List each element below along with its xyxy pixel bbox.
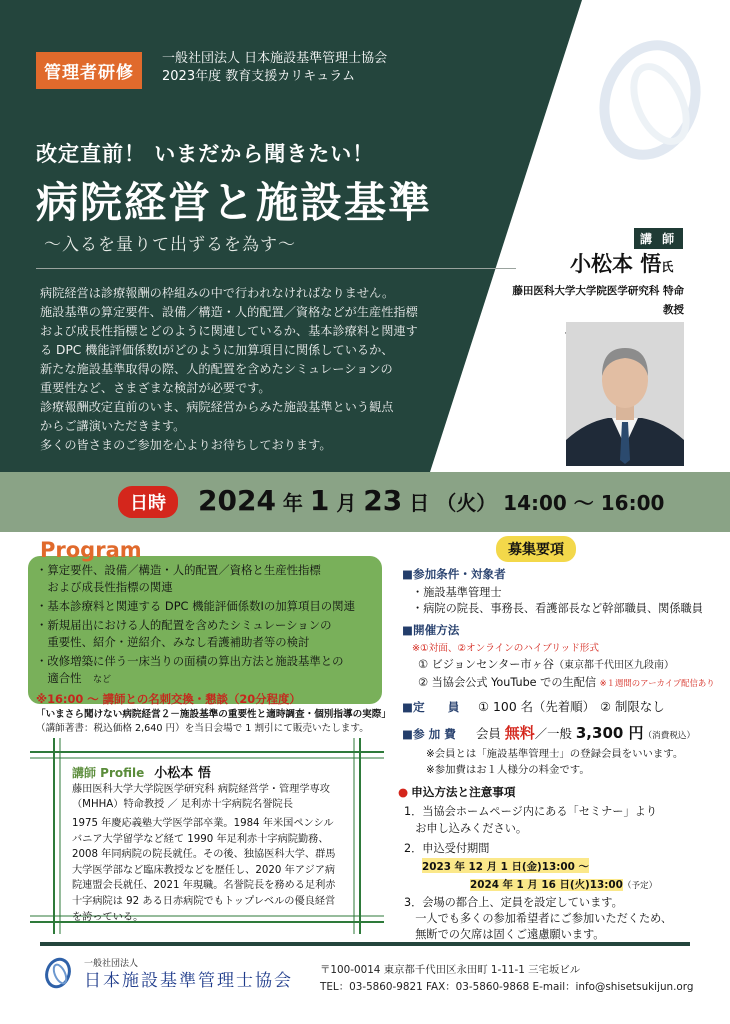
organizer-name: 一般社団法人 日本施設基準管理士協会	[162, 51, 388, 66]
program-item: 重要性、紹介・逆紹介、みなし看護補助者等の検討	[36, 635, 310, 649]
apply-step-3b: 一人でも多くの参加希望者にご参加いただくため、	[404, 912, 673, 925]
bio-line: を誇っている。	[72, 911, 144, 923]
apply-step-1b: お申し込みください。	[404, 822, 528, 835]
program-item: および成長性指標の関連	[36, 580, 173, 594]
event-datetime	[198, 484, 664, 517]
intro-text	[40, 284, 460, 455]
intro-line: からご講演いただきます。	[40, 419, 186, 433]
bio-line: 1975 年慶応義塾大学医学部卒業。1984 年米国ペンシル	[72, 818, 334, 829]
date-weekday: （火）	[436, 491, 497, 515]
intro-line: 多くの皆さまのご参加を心よりお待ちしております。	[40, 438, 332, 452]
fee-member-label: 会員	[476, 726, 501, 741]
fee-note-2: ※参加費はお１人様分の料金です。	[426, 764, 590, 776]
program-list	[36, 562, 380, 710]
apply-period-end	[470, 876, 657, 891]
date-day-unit: 日	[409, 491, 430, 515]
intro-line: る DPC 機能評価係数Ⅰがどのように加算項目に関係しているか、	[40, 343, 394, 357]
footer-org-name: 日本施設基準管理士協会	[84, 971, 293, 991]
date-day: 23	[363, 484, 403, 517]
tagline: 〜入るを量りて出ずるを為す〜	[44, 235, 296, 255]
venue-name: ① ビジョンセンター市ヶ谷	[418, 658, 554, 671]
fee-line	[476, 722, 695, 743]
capacity-online: ② 制限なし	[600, 699, 665, 714]
book-title: 「いまさら聞けない病院経営２－施設基準の重要性と適時調査・個別指導の実際」	[36, 709, 391, 720]
hero-section	[0, 0, 730, 472]
portrait-icon	[566, 322, 684, 466]
profile-label: 講師 Profile	[72, 766, 145, 780]
intro-line: 重要性など、さまざまな検討が必要です。	[40, 381, 271, 395]
profile-aff-line: （MHHA）特命教授 ／ 足利赤十字病院名誉院長	[72, 799, 293, 810]
footer-org-type: 一般社団法人	[84, 959, 139, 969]
apply-step-2: 2．申込受付期間	[404, 842, 490, 855]
event-time: 14:00 〜 16:00	[503, 491, 665, 515]
period-note: （予定）	[622, 881, 658, 891]
method-note: ※①対面、②オンラインのハイブリッド形式	[412, 643, 599, 654]
program-item: ・改修増築に伴う一床当りの面積の算出方法と施設基準との	[36, 654, 344, 668]
bio-line: 十字病院は 92 ある日赤病院でもトップレベルの優良経営	[72, 895, 336, 907]
profile-title	[72, 762, 211, 781]
date-year-unit: 年	[282, 491, 303, 515]
program-item: ・基本診療料と関連する DPC 機能評価係数Ⅰの加算項目の関連	[36, 599, 355, 613]
apply-step-3c: 無断での欠席は固くご遠慮願います。	[404, 928, 605, 941]
intro-line: 新たな施設基準取得の際、人的配置を含めたシミュレーションの	[40, 362, 393, 376]
main-title: 病院経営と施設基準	[36, 178, 433, 227]
bio-line: バニア大学留学など経て 1990 年足利赤十字病院勤務、	[72, 833, 329, 845]
program-item: ・算定要件、設備／構造・人的配置／資格と生産性指標	[36, 563, 321, 577]
org-logo-icon	[40, 956, 76, 990]
program-note: ※16:00 〜 講師との名刺交換・懇談（20分程度）	[36, 692, 301, 706]
recruitment-title: 募集要項	[496, 536, 576, 562]
bio-line: 2008 年同病院の院長就任。その後、独協医科大学、群馬	[72, 849, 336, 861]
sub-heading: 改定直前！ いまだから聞きたい！	[36, 142, 375, 166]
organizer-info	[162, 50, 387, 86]
fee-tax: （消費税込）	[643, 731, 696, 741]
fee-note-1: ※会員とは「施設基準管理士」の登録会員をいいます。	[426, 748, 684, 760]
date-month: 1	[309, 484, 330, 517]
lecturer-tag: 講 師	[634, 228, 683, 249]
intro-line: 施設基準の算定要件、設備／構造・人的配置／資格などが生産性指標	[40, 305, 418, 319]
profile-bio	[72, 816, 362, 925]
profile-aff-line: 藤田医科大学大学院医学研究科 病院経営学・管理学専攻	[72, 784, 330, 795]
divider	[36, 268, 516, 269]
book-note: （講師著書：税込価格 2,640 円）を当日会場で 1 割引にて販売いたします。	[36, 723, 369, 734]
profile-affiliation	[72, 782, 362, 812]
apply-period-start: 2023 年 12 月 1 日(金)13:00 〜	[422, 858, 589, 873]
method-venue	[418, 656, 674, 672]
archive-note: ※１週間のアーカイブ配信あり	[599, 678, 715, 688]
condition-item: ・施設基準管理士	[412, 586, 502, 599]
intro-line: および成長性指標とどのように関連しているか、基本診療料と関連す	[40, 324, 418, 338]
apply-heading: ● 申込方法と注意事項	[398, 784, 515, 800]
venue-address: （東京都千代田区九段南）	[553, 660, 674, 671]
program-item-text: 適合性	[36, 671, 82, 685]
method-heading: ■ 開催方法	[402, 622, 459, 638]
profile-name: 小松本 悟	[154, 766, 211, 781]
capacity-onsite: ① 100 名（先着順）	[478, 699, 595, 714]
fee-amount: 3,300 円	[575, 724, 644, 742]
apply-step-3: 3．会場の都合上、定員を設定しています。	[404, 896, 623, 909]
intro-line: 診療報酬改定直前のいま、病院経営からみた施設基準という観点	[40, 400, 394, 414]
lecturer-honorific: 氏	[661, 260, 674, 274]
training-badge: 管理者研修	[36, 52, 142, 89]
program-etc: など	[92, 675, 111, 685]
apply-step-1: 1．当協会ホームページ内にある「セミナー」より	[404, 805, 658, 818]
program-item	[36, 670, 380, 689]
method-online	[418, 674, 715, 690]
footer-contact: TEL：03-5860-9821 FAX：03-5860-9868 E-mail：info@shisetsukijun.org	[320, 981, 694, 993]
fee-free: 無料	[504, 724, 535, 742]
condition-item: ・病院の院長、事務長、看護部長など幹部職員、関係職員	[412, 602, 703, 615]
curriculum-label: 2023年度 教育支援カリキュラム	[162, 69, 356, 84]
condition-heading: ■ 参加条件・対象者	[402, 566, 506, 582]
program-item: ・新規届出における人的配置を含めたシミュレーションの	[36, 618, 332, 632]
footer-address: 〒100-0014 東京都千代田区永田町 1-11-1 三宅坂ビル	[320, 964, 581, 976]
bio-line: 院連盟会長就任、2021 年現職。名誉院長を務める足利赤	[72, 880, 336, 892]
bio-line: 大学医学部など臨床教授などを歴任し、2020 年アジア病	[72, 864, 336, 876]
footer-rule	[40, 942, 690, 946]
lecturer-name-text: 小松本 悟	[570, 252, 662, 276]
lecturer-photo	[566, 322, 684, 466]
intro-line: 病院経営は診療報酬の枠組みの中で行われなければなりません。	[40, 286, 395, 300]
capacity-heading: ■ 定 員	[402, 699, 459, 715]
program-title: Program	[40, 538, 142, 562]
date-year: 2024	[198, 484, 276, 517]
date-month-unit: 月	[336, 491, 357, 515]
fee-heading: ■ 参 加 費	[402, 726, 456, 742]
lecturer-name	[570, 248, 673, 278]
online-method: ② 当協会公式 YouTube での生配信	[418, 676, 597, 689]
lecturer-aff-1: 藤田医科大学大学院医学研究科 特命教授	[512, 285, 684, 316]
period-end-date: 2024 年 1 月 16 日(火)13:00	[470, 879, 623, 891]
date-badge: 日時	[118, 486, 178, 518]
fee-general-label: ／一般	[534, 726, 572, 741]
